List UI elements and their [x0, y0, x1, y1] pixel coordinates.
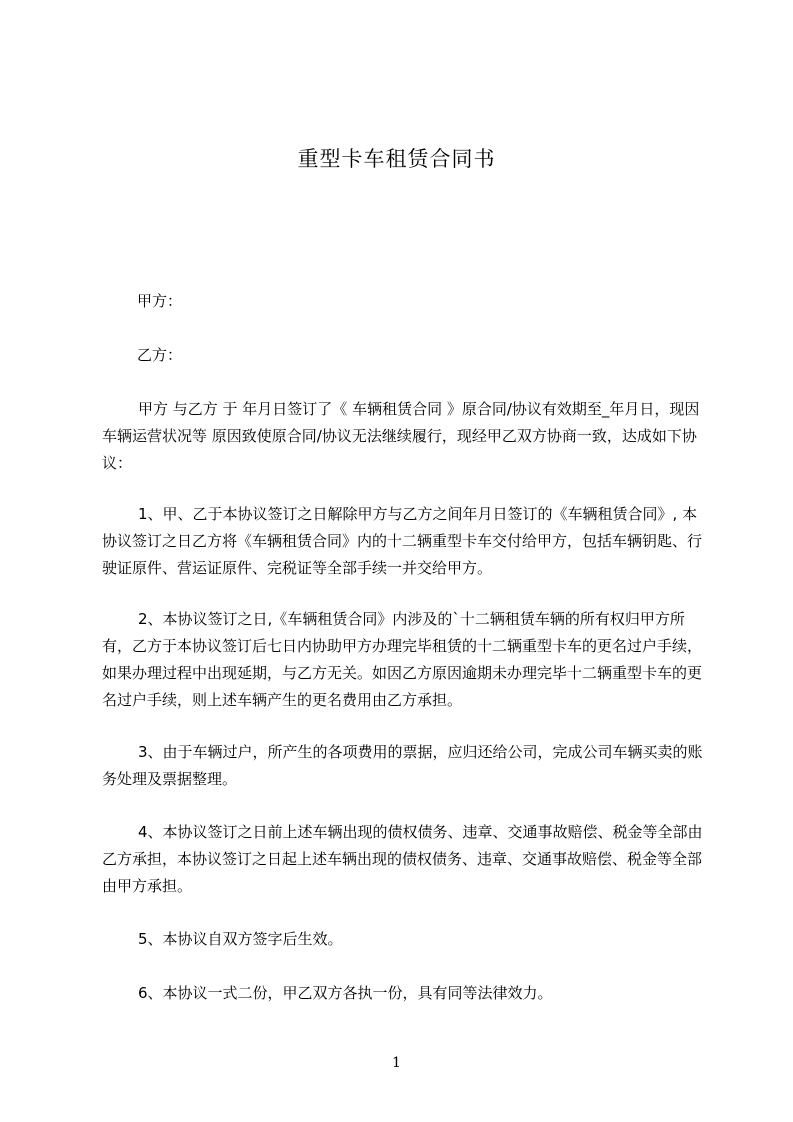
party-b-label: 乙方： [137, 346, 183, 364]
intro-paragraph: 甲方 与乙方 于 年月日签订了《 车辆租赁合同 》原合同/协议有效期至_年月日，现因 车辆运营状况等 原因致使原合同/协议无法继续履行，现经甲乙双方协商一致，达成如下协议： [102, 400, 700, 472]
document-title: 重型卡车租赁合同书 [297, 147, 496, 171]
page-number: 1 [392, 1055, 401, 1071]
clause-2: 2、本协议签订之日,《车辆租赁合同》内涉及的`十二辆租赁车辆的所有权归甲方所有，乙方于本协议签订后七日内协助甲方办理完毕租赁的十二辆重型卡车的更名过户手续，如果办理过程中出现延期，与乙方无关。如因乙方原因逾期未办理完毕十二辆重型卡车的更名过户手续，则上述车辆产生的更名费用由乙方承担。 [102, 610, 703, 709]
clause-1: 1、甲、乙于本协议签订之日解除甲方与乙方之间年月日签订的《车辆租赁合同》, 本协议签订之日乙方将《车辆租赁合同》内的十二辆重型卡车交付给甲方，包括车辆钥匙、行驶证原件、营运证原件、完税证等全部手续一并交给甲方。 [102, 505, 703, 577]
clause-3: 3、由于车辆过户，所产生的各项费用的票据，应归还给公司，完成公司车辆买卖的账务处理及票据整理。 [102, 743, 703, 788]
clause-4: 4、本协议签订之日前上述车辆出现的债权债务、违章、交通事故赔偿、税金等全部由乙方承担，本协议签订之日起上述车辆出现的债权债务、违章、交通事故赔偿、税金等全部由甲方承担。 [102, 823, 703, 895]
clause-5: 5、本协议自双方签字后生效。 [138, 930, 343, 948]
clause-6: 6、本协议一式二份，甲乙双方各执一份，具有同等法律效力。 [138, 984, 553, 1002]
party-a-label: 甲方： [137, 292, 183, 310]
